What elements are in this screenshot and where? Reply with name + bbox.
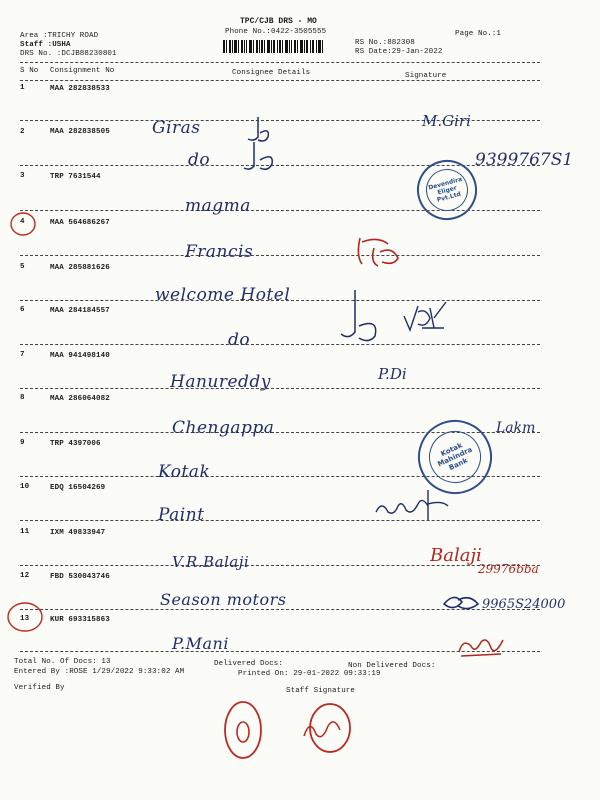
non-delivered-docs: Non Delivered Docs: [348, 662, 436, 670]
red-signature: Balaji [430, 545, 482, 566]
row-consignment: TRP 4397006 [50, 440, 101, 448]
consignee-name: V.R.Balaji [172, 553, 250, 571]
consignee-name: magma [185, 196, 251, 216]
row-sno: 1 [20, 84, 25, 92]
signature-scribble [400, 298, 450, 338]
row-sno: 6 [20, 306, 25, 314]
drs-number: DRS No. :DCJB88230801 [20, 50, 117, 58]
row-sno: 9 [20, 439, 25, 447]
consignee-name: do [228, 330, 251, 350]
staff-signature-mark [218, 696, 358, 766]
verified-by: Verified By [14, 684, 65, 692]
row-consignment: MAA 286064082 [50, 395, 110, 403]
consignee-name: Hanureddy [170, 372, 271, 392]
col-sno: S No [20, 67, 39, 75]
row-divider [20, 344, 540, 345]
signature-phone: 9399767S1 [475, 150, 574, 170]
row-sno: 5 [20, 263, 25, 271]
stamp-inner: Kotak Mahindra Bank [420, 422, 489, 491]
header-divider-top [20, 62, 540, 63]
row-sno: 12 [20, 572, 30, 580]
row-sno: 8 [20, 394, 25, 402]
staff-signature-label: Staff Signature [286, 687, 356, 695]
col-signature: Signature [405, 72, 447, 80]
row-sno: 11 [20, 528, 30, 536]
page-number: Page No.:1 [455, 30, 502, 38]
barcode-image [223, 40, 323, 53]
row-sno: 4 [20, 218, 25, 226]
red-circle-mark [5, 600, 45, 634]
red-signature-phone: 29976bba [478, 562, 539, 576]
consignee-name: Chengappa [172, 418, 275, 438]
consignee-name: Season motors [160, 590, 287, 609]
row-consignment: MAA 284184557 [50, 307, 110, 315]
red-signature-mark [352, 232, 407, 272]
row-consignment: KUR 693315863 [50, 616, 110, 624]
row-sno: 2 [20, 128, 25, 136]
row-divider [20, 520, 540, 521]
consignee-name: Kotak [158, 462, 211, 482]
col-consignee: Consignee Details [232, 69, 311, 77]
row-sno: 7 [20, 351, 25, 359]
consignee-name: welcome Hotel [155, 285, 291, 305]
signature-phone: 9965S24000 [482, 597, 566, 612]
row-consignment: MAA 282838533 [50, 85, 110, 93]
signature-scribble [372, 486, 452, 522]
row-consignment: MAA 564686267 [50, 219, 110, 227]
signature: M.Giri [422, 112, 471, 130]
staff-label: Staff :USHA [20, 41, 71, 49]
row-consignment: MAA 282838505 [50, 128, 110, 136]
printed-on: Printed On: 29-01-2022 09:33:19 [238, 670, 381, 678]
consignee-name: P.Mani [172, 634, 229, 653]
area-label: Area :TRICHY ROAD [20, 32, 99, 40]
initials-scribble [240, 140, 280, 174]
consignee-name: Francis [185, 242, 254, 262]
document-title: TPC/CJB DRS - MO [240, 17, 317, 26]
red-signature-mark [455, 632, 507, 660]
row-divider [20, 388, 540, 389]
signature: P.Di [378, 365, 407, 383]
row-divider [20, 255, 540, 256]
total-docs: Total No. Of Docs: 13 [14, 658, 111, 666]
consignee-name: Paint [158, 505, 205, 525]
rs-date: RS Date:29-Jan-2022 [355, 48, 443, 56]
row-consignment: TRP 7631544 [50, 173, 101, 181]
row-sno: 3 [20, 172, 25, 180]
header-divider-bottom [20, 80, 540, 81]
row-consignment: FBD 530043746 [50, 573, 110, 581]
signature-scribble [440, 590, 482, 616]
stamp-inner: Devendira Eliger Pvt.Ltd [421, 164, 472, 215]
consignee-name: Giras [152, 118, 201, 138]
col-consignment: Consignment No [50, 67, 115, 75]
row-sno: 13 [20, 615, 30, 623]
initials-scribble [335, 288, 385, 346]
signature: Lakm [496, 420, 536, 436]
row-sno: 10 [20, 483, 30, 491]
row-consignment: MAA 941498140 [50, 352, 110, 360]
phone-number: Phone No.:0422-3505555 [225, 28, 327, 36]
row-consignment: IXM 49833947 [50, 529, 106, 537]
rs-number: RS No.:882308 [355, 39, 415, 47]
row-consignment: MAA 285881626 [50, 264, 110, 272]
entered-by: Entered By :ROSE 1/29/2022 9:33:02 AM [14, 668, 185, 676]
delivered-docs: Delivered Docs: [214, 660, 284, 668]
consignee-name: do [188, 150, 211, 170]
row-consignment: EDQ 16504269 [50, 484, 106, 492]
red-circle-mark [8, 210, 38, 238]
